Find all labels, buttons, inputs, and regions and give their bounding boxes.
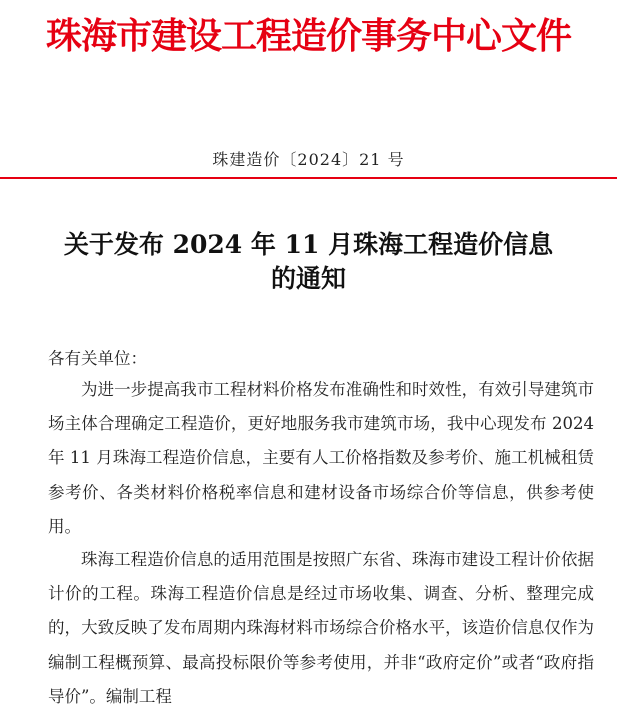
red-divider-line <box>0 177 617 179</box>
body-paragraph-2: 珠海工程造价信息的适用范围是按照广东省、珠海市建设工程计价依据计价的工程。珠海工程造价信息是经过市场收集、调查、分析、整理完成的，大致反映了发布周期内珠海材料市场综合价格水平，该造价信息仅作为编制工程概预算、最高投标限价等参考使用，并非“政府定价”或者“政府指导价”。编制工程 <box>48 550 594 706</box>
notice-title-line1: 关于发布 2024 年 11 月珠海工程造价信息 <box>63 230 554 259</box>
notice-title <box>40 228 577 296</box>
body-paragraph-1: 为进一步提高我市工程材料价格发布准确性和时效性，有效引导建筑市场主体合理确定工程造价，更好地服务我市建筑市场，我中心现发布 2024 年 11 月珠海工程造价信息，主要有人工价格指数及参考价、施工机械租赁参考价、各类材料价格税率信息和建材设备市场综合价等信息，供参考使用。 <box>48 380 594 536</box>
org-header-title: 珠海市建设工程造价事务中心文件 <box>45 16 571 57</box>
document-number: 珠建造价〔2024〕21 号 <box>212 150 405 169</box>
notice-title-line2: 的通知 <box>270 264 346 293</box>
salutation: 各有关单位： <box>48 349 147 368</box>
